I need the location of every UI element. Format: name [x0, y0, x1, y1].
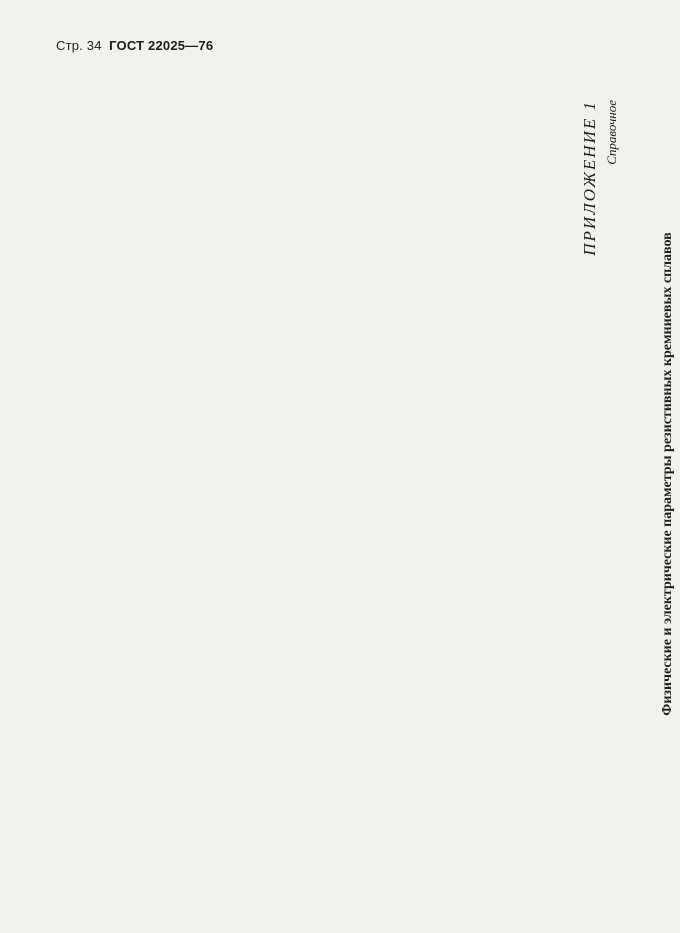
appendix-label: [580, 100, 620, 256]
page-header: [56, 38, 213, 54]
standard-number: ГОСТ 22025—76: [109, 38, 214, 53]
rotated-content: [572, 84, 680, 864]
page-number: Стр. 34: [56, 38, 102, 53]
appendix-title: ПРИЛОЖЕНИЕ 1: [580, 100, 599, 256]
table-title: Физические и электрические параметры резистивных кремниевых сплавов: [660, 232, 675, 716]
appendix-subtitle: Справочное: [604, 100, 619, 165]
